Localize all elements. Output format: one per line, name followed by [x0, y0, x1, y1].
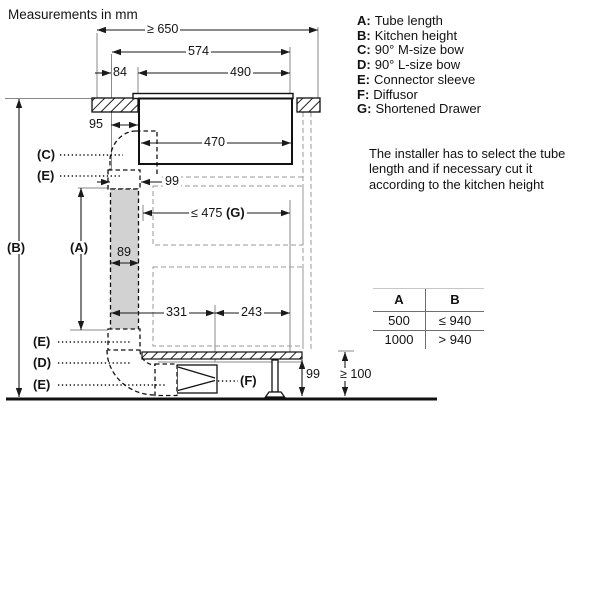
page-title: Measurements in mm — [8, 7, 138, 22]
connector-sleeve-bottom — [155, 364, 177, 396]
bow-c-outer — [110, 131, 136, 161]
table-cell-a2: 1000 — [373, 331, 426, 349]
note-line-1: The installer has to select the tube — [369, 146, 566, 161]
countertop-left — [92, 98, 138, 112]
callout-b: (B) — [7, 240, 26, 255]
legend-item-e — [357, 73, 481, 88]
dim-243-label: 243 — [241, 305, 263, 319]
table-header-a: A — [373, 289, 426, 311]
table-row — [373, 312, 484, 331]
legend-key-a: A: — [357, 13, 371, 28]
table-cell-b1: ≤ 940 — [438, 313, 472, 328]
table-row — [373, 331, 484, 349]
note-line-2: length and if necessary cut it — [369, 161, 533, 177]
callout-e3: (E) — [33, 377, 51, 392]
table-header-row — [373, 289, 484, 312]
floor-line — [6, 398, 437, 401]
tube — [111, 189, 139, 330]
legend-key-d: D: — [357, 57, 371, 73]
callout-e2: (E) — [33, 334, 51, 349]
tube-length-table — [373, 288, 484, 349]
callout-f: (F) — [240, 373, 257, 388]
callout-a: (A) — [70, 240, 89, 255]
dim-475-label — [189, 206, 247, 220]
legend-item-d — [357, 58, 481, 73]
legend-item-a — [357, 14, 481, 29]
callout-leaders — [58, 155, 238, 385]
legend-key-f: F: — [357, 86, 370, 102]
legend-item-f — [357, 88, 481, 103]
legend-label-a: Tube length — [374, 13, 443, 28]
legend-key-g: G: — [357, 101, 372, 117]
dim-475-value: ≤ 475 — [191, 206, 223, 220]
base-shelf — [142, 352, 302, 359]
legend-item-g — [357, 102, 481, 117]
dimension-lines — [19, 30, 345, 397]
callout-e1: (E) — [37, 168, 55, 183]
callout-c: (C) — [37, 147, 56, 162]
diffusor-shape — [177, 365, 217, 393]
legend-label-e: Connector sleeve — [374, 71, 476, 87]
dim-574-label: 574 — [188, 44, 210, 58]
hob-body — [139, 99, 292, 165]
note-line-3: according to the kitchen height — [369, 176, 544, 192]
legend-key-e: E: — [357, 71, 370, 87]
drawer-key-label: (G) — [225, 205, 245, 220]
legend-label-c: 90° M-size bow — [374, 42, 464, 58]
dim-84-label: 84 — [113, 65, 128, 79]
legend-item-c — [357, 43, 481, 58]
legend-label-f: Diffusor — [373, 86, 418, 102]
connector-sleeve-mid — [108, 329, 140, 350]
installer-note — [369, 146, 565, 192]
dim-89-label: 89 — [117, 245, 132, 259]
dim-99-label: 99 — [165, 174, 180, 188]
dim-650-label: ≥ 650 — [147, 22, 179, 36]
connector-sleeve-top — [108, 170, 140, 189]
table-cell-a1: 500 — [373, 312, 426, 330]
legend-key-b: B: — [357, 27, 371, 43]
legend-label-d: 90° L-size bow — [374, 57, 461, 73]
dim-plinth-label: 99 — [306, 367, 321, 381]
dim-95-label: 95 — [89, 117, 104, 131]
countertop-right — [297, 98, 320, 112]
dim-331-label: 331 — [166, 305, 188, 319]
legend-item-b — [357, 29, 481, 44]
legend-label-g: Shortened Drawer — [375, 101, 481, 117]
table-cell-b2: > 940 — [438, 332, 472, 347]
table-header-b: B — [450, 292, 460, 307]
dim-490-label: 490 — [230, 65, 252, 79]
legend-key-c: C: — [357, 42, 371, 58]
legend — [357, 14, 481, 117]
dim-470-label: 470 — [204, 135, 226, 149]
cabinet-leg — [266, 360, 285, 397]
dim-clearance-label: ≥ 100 — [340, 367, 372, 381]
callout-d: (D) — [33, 355, 52, 370]
legend-label-b: Kitchen height — [374, 27, 458, 43]
